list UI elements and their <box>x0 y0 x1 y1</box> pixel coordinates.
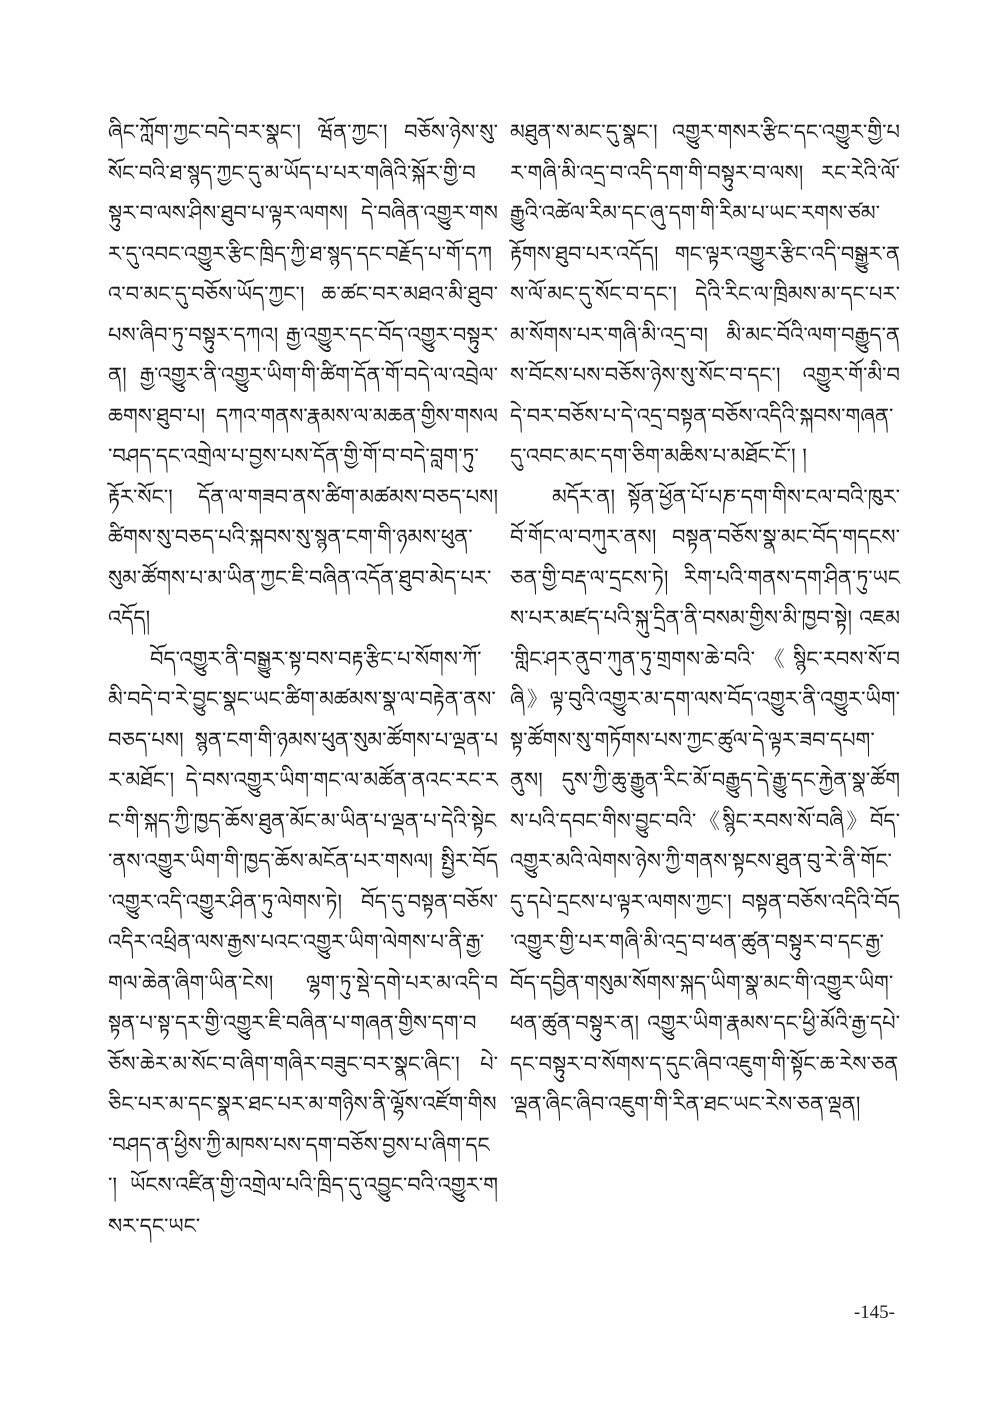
paragraph: ཞིང་ཀློག་ཀྱང་བདེ་བར་སྣང་། ཝོན་ཀྱང་། བཅོས་ཉེས་སུ་སོང་བའི་ཐ་སྙད་ཀྱང་དུ་མ་ཡོད་པ་པར་གཞིའི་སྐོར་གྱི་བསྟུར་བ་ལས་ཤིས་ཐུབ་པ་ལྟར་ལགས། དེ་བཞིན་འགྱུར་གསར་དུ་འབང་འགྱུར་རྩིང་ཁྲིད་ཀྱི་ཐ་སྙད་དང་བརྗོད་པ་གོ་དཀའ་བ་མང་དུ་བཅོས་ཡོད་ཀྱང་། ཆ་ཚང་བར་མཐའ་མི་ཐུབ་པས་ཞིབ་ཏུ་བསྟུར་དཀའ། རྒྱ་འགྱུར་དང་བོད་འགྱུར་བསྟུར་ན། རྒྱ་འགྱུར་ནི་འགྱུར་ཡིག་གི་ཚིག་དོན་གོ་བདེ་ལ་འབྲེལ་ཆགས་ཐུབ་པ། དཀའ་གནས་རྣམས་ལ་མཆན་གྱིས་གསལ་བཤད་དང་འགྲེལ་པ་བྱས་པས་དོན་གྱི་གོ་བ་བདེ་བླག་ཏུ་རྟོར་སོང་། དོན་ལ་གཟབ་ནས་ཚིག་མཚམས་བཅད་པས། ཚིགས་སུ་བཅད་པའི་སྐབས་སུ་སྙན་ངག་གི་ཉམས་ཕུན་སུམ་ཚོགས་པ་མ་ཡིན་ཀྱང་ཇི་བཞིན་འདོན་ཐུབ་མེད་པར་འདོད། <box>108 120 498 630</box>
right-column <box>510 112 900 1125</box>
paragraph: བོད་འགྱུར་ནི་བསྒྱུར་སྟ་བས་བརྟ་རྩིང་པ་སོགས་ཀོ་མི་བདེ་བ་རེ་བྱུང་སྣང་ཡང་ཚིག་མཚམས་སྣ་ལ་བརྟེན་ནས་བཅད་པས། སྙན་ངག་གི་ཉམས་ཕུན་སུམ་ཚོགས་པ་ལྡན་པར་མཐོང་། དེ་བས་འགྱུར་ཡིག་གང་ལ་མཚོན་ནའང་རང་རང་གི་སྐད་ཀྱི་ཁྱད་ཆོས་ཐུན་མོང་མ་ཡིན་པ་ལྡན་པ་དེའི་སྟེང་ནས་འགྱུར་ཡིག་གི་ཁྱད་ཆོས་མངོན་པར་གསལ། སྤྱིར་བོད་འགྱུར་འདི་འགྱུར་ཤིན་ཏུ་ལེགས་ཏེ། བོད་དུ་བསྟན་བཅོས་འདིར་འཕྲིན་ལས་རྒྱས་པའང་འགྱུར་ཡིག་ལེགས་པ་ནི་རྒྱ་གལ་ཆེན་ཞིག་ཡིན་ངེས། ལྷག་ཏུ་སྡེ་དགེ་པར་མ་འདི་བསྟན་པ་སྟ་དར་གྱི་འགྱུར་ཇི་བཞིན་པ་གཞན་གྱིས་དག་བཅོས་ཆེར་མ་སོང་བ་ཞིག་གཞིར་བཟུང་བར་སྣང་ཞིང་། པེ་ཅིང་པར་མ་དང་སྣར་ཐང་པར་མ་གཉིས་ནི་ལྷོས་འཛོག་གིས་བཤད་ན་ཕྱིས་ཀྱི་མཁས་པས་དག་བཅོས་བྱས་པ་ཞིག་དང་། ཡོངས་འཛིན་གྱི་འགྲེལ་པའི་ཁྲིད་དུ་འབྱུང་བའི་འགྱུར་གསར་དང་ཡང་ <box>108 646 498 1238</box>
paragraph: མཐུན་ས་མང་དུ་སྣང་། འགྱུར་གསར་རྩིང་དང་འགྱུར་གྱི་པར་གཞི་མི་འདྲ་བ་འདི་དག་གི་བསྟུར་བ་ལས། རང་རེའི་ལོ་རྒྱུའི་འཚེལ་རིམ་དང་ཞུ་དག་གི་རིམ་པ་ཡང་རགས་ཙམ་རྟོགས་ཐུབ་པར་འདོད། གང་ལྟར་འགྱུར་རྩིང་འདི་བསྒྱུར་ནས་ལོ་མང་དུ་སོང་བ་དང་། དེའི་རིང་ལ་ཁྲིམས་མ་དང་པར་མ་སོགས་པར་གཞི་མི་འདྲ་བ། མི་མང་བོའི་ལག་བརྒྱུད་ནས་བོངས་པས་བཅོས་ཉེས་སུ་སོང་བ་དང་། འགྱུར་གོ་མི་བདེ་བར་བཅོས་པ་དེ་འདྲ་བསྟན་བཅོས་འདིའི་སྐབས་གཞན་དུ་འབང་མང་དག་ཅིག་མཆིས་པ་མཐོང་ངོ་། ། <box>510 120 900 468</box>
left-column <box>108 112 498 1246</box>
paragraph: མདོར་ན། སྟོན་ཕྱོན་པོ་པཎ་དག་གིས་ངལ་བའི་ཁུར་བོ་གོང་ལ་བཀུར་ནས། བསྟན་བཅོས་སྣ་མང་བོད་གདངས་ཅན་གྱི་བརྡ་ལ་དྲངས་ཏེ། རིག་པའི་གནས་དག་ཤིན་ཏུ་ཡངས་པར་མཛད་པའི་སྐུ་དྲིན་ནི་བསམ་གྱིས་མི་ཁྱབ་སྟེ། འཇམ་གླིང་ཤར་ནུབ་ཀུན་ཏུ་གྲགས་ཆེ་བའི་《སྙིང་རབས་སོ་བཞི》ལྟ་བུའི་འགྱུར་མ་དག་ལས་བོད་འགྱུར་ནི་འགྱུར་ཡིག་སྟ་ཚོགས་སུ་གཏོགས་པས་ཀྱང་ཚུལ་དེ་ལྟར་ཟབ་དཔག་ནུས། དུས་ཀྱི་ཆུ་རྒྱུན་རིང་མོ་བརྒྱུད་དེ་རྒྱུ་དང་རྐྱེན་སྣ་ཚོགས་པའི་དབང་གིས་བྱུང་བའི་《སྙིང་རབས་སོ་བཞི》བོད་འགྱུར་མའི་ལེགས་ཉེས་ཀྱི་གནས་སྟངས་ཐུན་བུ་རེ་ནི་གོང་དུ་དཔེ་དྲངས་པ་ལྟར་ལགས་ཀྱང་། བསྟན་བཅོས་འདིའི་བོད་འགྱུར་གྱི་པར་གཞི་མི་འདྲ་བ་ཕན་ཚུན་བསྟུར་བ་དང་རྒྱ་བོད་དབྱིན་གསུམ་སོགས་སྐད་ཡིག་སྣ་མང་གི་འགྱུར་ཡིག་ཕན་ཚུན་བསྟུར་ན། འགྱུར་ཡིག་རྣམས་དང་ཕྱི་མོའི་རྒྱ་དཔེ་དང་བསྟུར་བ་སོགས་ད་དུང་ཞིབ་འཇུག་གི་སྟོང་ཆ་རེས་ཅན་ལྡན་ཞིང་ཞིབ་འཇུག་གི་རིན་ཐང་ཡང་རེས་ཅན་ལྡན། <box>510 484 900 1116</box>
page-number: -145- <box>853 1302 895 1323</box>
